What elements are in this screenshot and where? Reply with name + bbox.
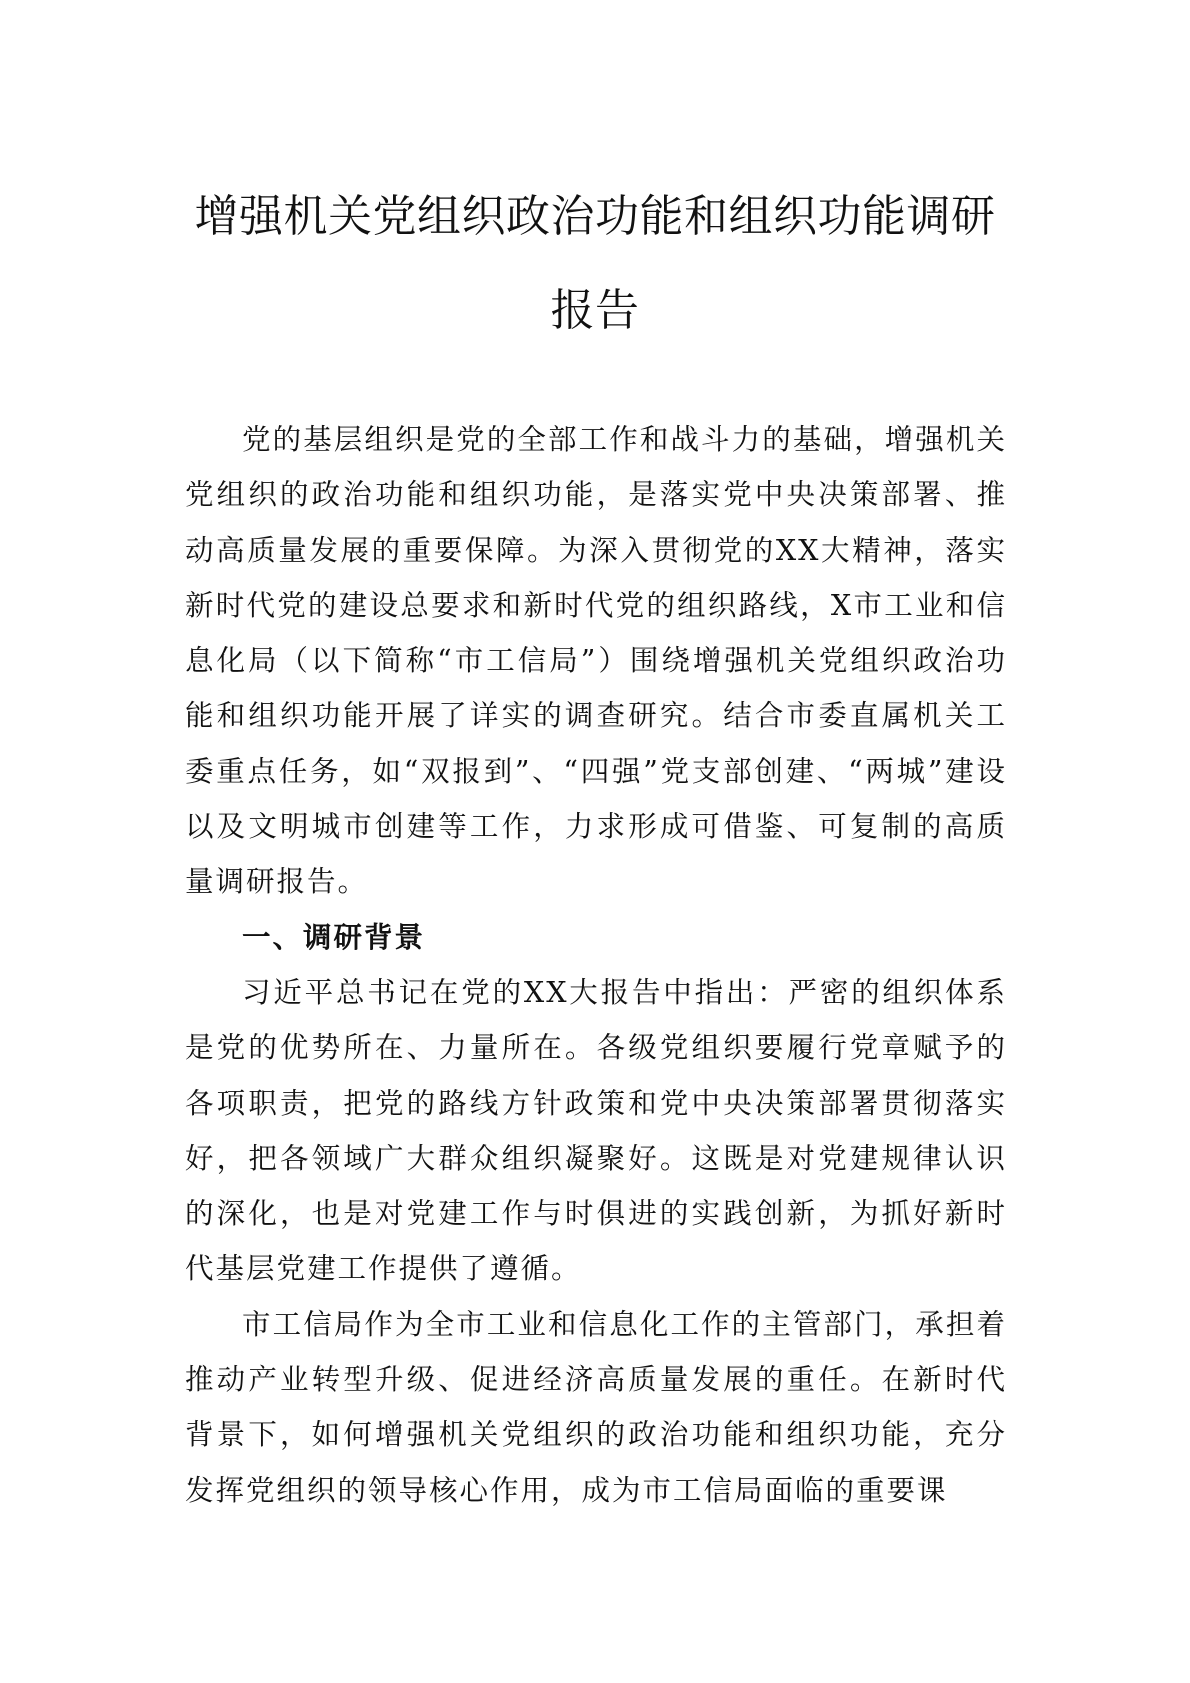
document-body (185, 412, 1007, 1518)
background-paragraph-2: 市工信局作为全市工业和信息化工作的主管部门，承担着推动产业转型升级、促进经济高质量发展的重任。在新时代背景下，如何增强机关党组织的政治功能和组织功能，充分发挥党组织的领导核心作用，成为市工信局面临的重要课 (185, 1307, 1007, 1507)
document-title (185, 170, 1005, 358)
title-line-1: 增强机关党组织政治功能和组织功能调研 (194, 191, 996, 242)
intro-paragraph: 党的基层组织是党的全部工作和战斗力的基础，增强机关党组织的政治功能和组织功能，是落实党中央决策部署、推动高质量发展的重要保障。为深入贯彻党的XX大精神，落实新时代党的建设总要求和新时代党的组织路线，X市工业和信息化局（以下简称“市工信局”）围绕增强机关党组织政治功能和组织功能开展了详实的调查研究。结合市委直属机关工委重点任务，如“双报到”、“四强”党支部创建、“两城”建设以及文明城市创建等工作，力求形成可借鉴、可复制的高质量调研报告。 (185, 423, 1007, 899)
title-line-2: 报告 (550, 285, 640, 336)
background-paragraph-1: 习近平总书记在党的XX大报告中指出：严密的组织体系是党的优势所在、力量所在。各级党组织要履行党章赋予的各项职责，把党的路线方针政策和党中央决策部署贯彻落实好，把各领域广大群众组织凝聚好。这既是对党建规律认识的深化，也是对党建工作与时俱进的实践创新，为抓好新时代基层党建工作提供了遵循。 (185, 975, 1007, 1286)
section-heading-background: 一、调研背景 (242, 920, 426, 954)
